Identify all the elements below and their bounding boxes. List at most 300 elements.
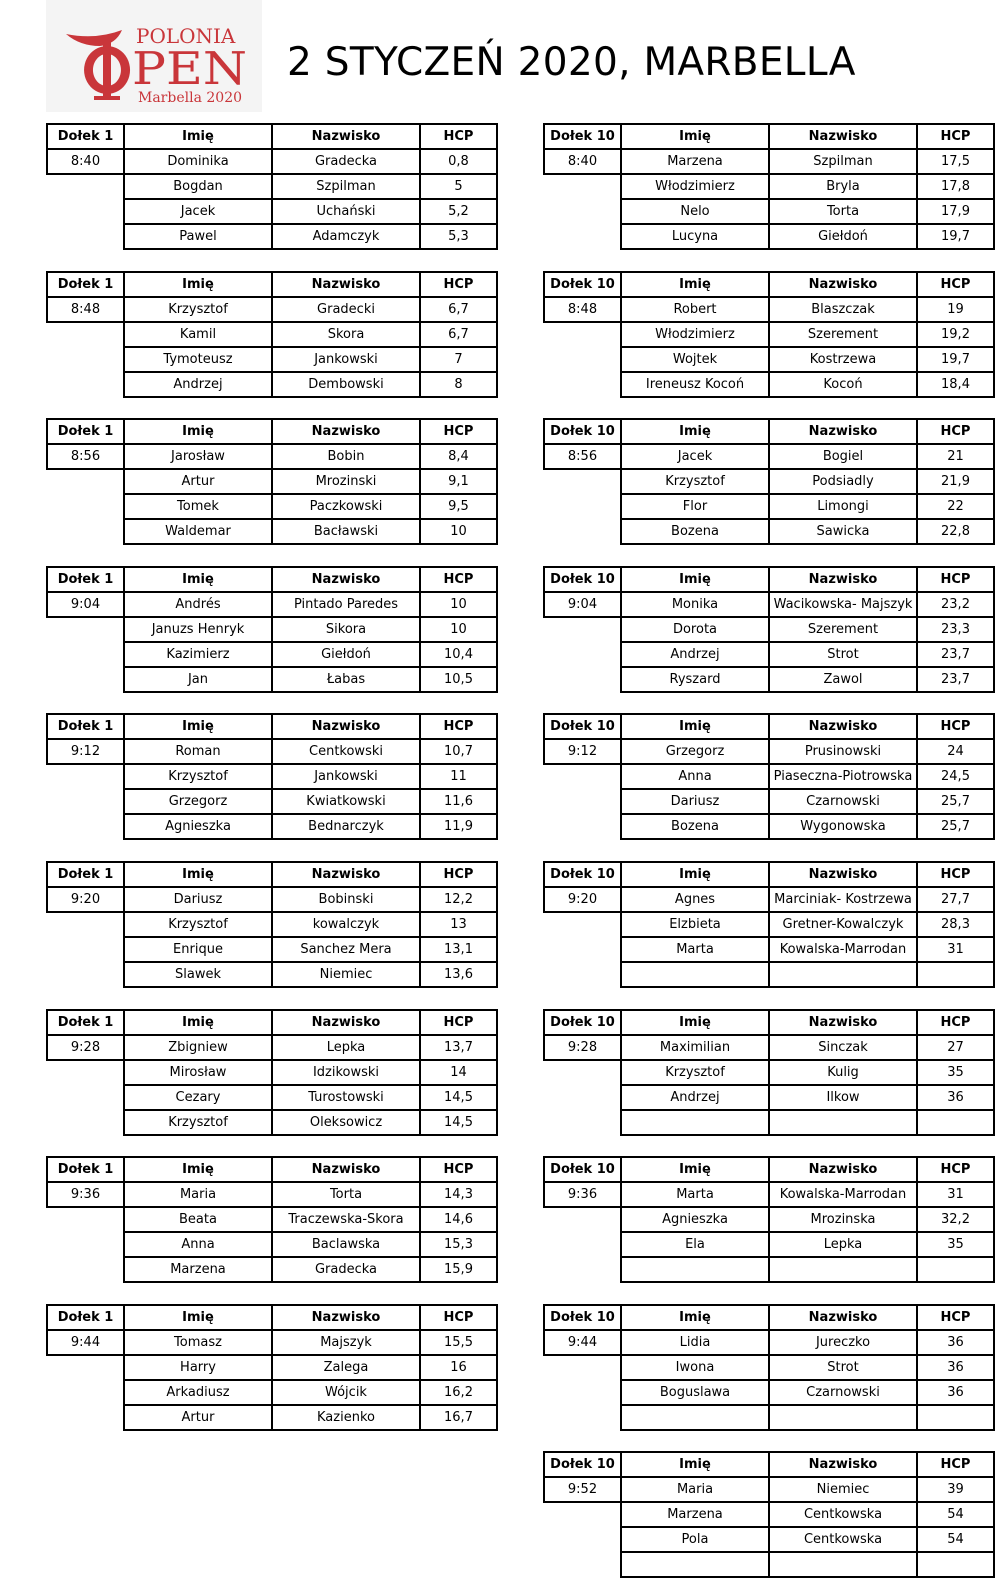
player-first-name: Grzegorz: [621, 739, 769, 764]
tee-time: 9:12: [544, 739, 621, 764]
player-first-name: Bozena: [621, 814, 769, 839]
player-last-name: Giełdoń: [769, 224, 917, 249]
table-row: [544, 1355, 994, 1380]
tee-group-table: [46, 1156, 498, 1283]
empty-cell: [47, 1380, 124, 1405]
table-header-row: [544, 124, 994, 149]
first-name-header: Imię: [124, 1010, 272, 1035]
table-header-row: [544, 1010, 994, 1035]
table-row: [544, 1405, 994, 1430]
table-header-row: [544, 567, 994, 592]
player-last-name: Zalega: [272, 1355, 420, 1380]
player-hcp: 27,7: [917, 887, 994, 912]
table-row: [47, 617, 497, 642]
player-hcp: 25,7: [917, 814, 994, 839]
table-row: [544, 617, 994, 642]
player-last-name: Kostrzewa: [769, 347, 917, 372]
first-name-header: Imię: [621, 1305, 769, 1330]
last-name-header: Nazwisko: [272, 1010, 420, 1035]
empty-cell: [544, 347, 621, 372]
player-first-name: Zbigniew: [124, 1035, 272, 1060]
tee-group-table: [46, 566, 498, 693]
player-hcp: 31: [917, 1182, 994, 1207]
player-hcp: 5,2: [420, 199, 497, 224]
player-hcp: 18,4: [917, 372, 994, 397]
table-header-row: [47, 124, 497, 149]
last-name-header: Nazwisko: [272, 567, 420, 592]
empty-cell: [47, 814, 124, 839]
first-name-header: Imię: [124, 714, 272, 739]
last-name-header: Nazwisko: [769, 124, 917, 149]
player-last-name: Bacławski: [272, 519, 420, 544]
tee-group-table: [543, 1009, 995, 1136]
table-header-row: [47, 567, 497, 592]
player-hcp: 19,2: [917, 322, 994, 347]
empty-cell: [544, 667, 621, 692]
player-last-name: Szerement: [769, 322, 917, 347]
empty-cell: [544, 199, 621, 224]
player-last-name: Bednarczyk: [272, 814, 420, 839]
player-first-name: Dominika: [124, 149, 272, 174]
player-hcp: [917, 1110, 994, 1135]
table-row: [544, 1207, 994, 1232]
table-row: [544, 667, 994, 692]
empty-cell: [544, 937, 621, 962]
player-first-name: Włodzimierz: [621, 322, 769, 347]
table-header-row: [544, 272, 994, 297]
player-hcp: 16: [420, 1355, 497, 1380]
first-name-header: Imię: [621, 1010, 769, 1035]
player-hcp: 11: [420, 764, 497, 789]
hole-header: Dołek 1: [47, 1010, 124, 1035]
player-first-name: Agnieszka: [621, 1207, 769, 1232]
player-last-name: Torta: [769, 199, 917, 224]
table-row: [47, 739, 497, 764]
table-header-row: [544, 714, 994, 739]
player-last-name: Bryla: [769, 174, 917, 199]
first-name-header: Imię: [621, 1157, 769, 1182]
empty-cell: [47, 764, 124, 789]
player-last-name: Sawicka: [769, 519, 917, 544]
hcp-header: HCP: [917, 862, 994, 887]
table-row: [47, 149, 497, 174]
last-name-header: Nazwisko: [769, 714, 917, 739]
player-hcp: 22: [917, 494, 994, 519]
empty-cell: [47, 1355, 124, 1380]
player-first-name: Krzysztof: [124, 297, 272, 322]
player-hcp: 10: [420, 519, 497, 544]
empty-cell: [544, 1110, 621, 1135]
table-row: [47, 1355, 497, 1380]
empty-cell: [47, 494, 124, 519]
table-header-row: [544, 1157, 994, 1182]
empty-cell: [47, 617, 124, 642]
player-first-name: Anna: [124, 1232, 272, 1257]
player-hcp: 14,3: [420, 1182, 497, 1207]
table-row: [47, 814, 497, 839]
hcp-header: HCP: [917, 1157, 994, 1182]
empty-cell: [47, 1405, 124, 1430]
table-row: [47, 789, 497, 814]
player-last-name: Kwiatkowski: [272, 789, 420, 814]
logo-main-text: PEN: [132, 42, 247, 95]
player-hcp: 23,3: [917, 617, 994, 642]
polonia-open-logo: [46, 0, 262, 112]
tee-time: 8:40: [47, 149, 124, 174]
tee-group-table: [46, 271, 498, 398]
player-first-name: Marzena: [124, 1257, 272, 1282]
player-hcp: 13,1: [420, 937, 497, 962]
empty-cell: [47, 322, 124, 347]
player-hcp: 15,9: [420, 1257, 497, 1282]
empty-cell: [544, 814, 621, 839]
player-last-name: Centkowska: [769, 1527, 917, 1552]
player-first-name: Andrzej: [124, 372, 272, 397]
player-last-name: Kowalska-Marrodan: [769, 937, 917, 962]
player-first-name: Boguslawa: [621, 1380, 769, 1405]
table-row: [544, 1182, 994, 1207]
table-row: [47, 322, 497, 347]
player-first-name: Slawek: [124, 962, 272, 987]
player-hcp: 23,2: [917, 592, 994, 617]
empty-cell: [47, 1232, 124, 1257]
hcp-header: HCP: [420, 1157, 497, 1182]
tee-time: 8:56: [47, 444, 124, 469]
player-hcp: 12,2: [420, 887, 497, 912]
first-name-header: Imię: [124, 124, 272, 149]
last-name-header: Nazwisko: [769, 1452, 917, 1477]
table-row: [544, 937, 994, 962]
player-hcp: 6,7: [420, 322, 497, 347]
player-first-name: Arkadiusz: [124, 1380, 272, 1405]
player-first-name: Cezary: [124, 1085, 272, 1110]
player-hcp: 35: [917, 1232, 994, 1257]
tee-time: 9:36: [544, 1182, 621, 1207]
table-row: [47, 764, 497, 789]
hcp-header: HCP: [917, 567, 994, 592]
tee-time: 9:04: [544, 592, 621, 617]
empty-cell: [47, 937, 124, 962]
player-hcp: 21: [917, 444, 994, 469]
hcp-header: HCP: [420, 714, 497, 739]
player-hcp: 11,9: [420, 814, 497, 839]
player-hcp: 16,2: [420, 1380, 497, 1405]
player-last-name: Blaszczak: [769, 297, 917, 322]
player-first-name: [621, 1405, 769, 1430]
player-first-name: [621, 962, 769, 987]
player-first-name: Nelo: [621, 199, 769, 224]
hole-header: Dołek 1: [47, 862, 124, 887]
player-last-name: Sanchez Mera: [272, 937, 420, 962]
table-row: [47, 592, 497, 617]
player-last-name: Uchański: [272, 199, 420, 224]
table-row: [47, 519, 497, 544]
player-hcp: 13,7: [420, 1035, 497, 1060]
player-last-name: Bobin: [272, 444, 420, 469]
player-last-name: Dembowski: [272, 372, 420, 397]
hcp-header: HCP: [917, 1010, 994, 1035]
tee-group-table: [543, 713, 995, 840]
player-last-name: Czarnowski: [769, 1380, 917, 1405]
table-row: [47, 912, 497, 937]
empty-cell: [544, 1085, 621, 1110]
tee-time: 9:36: [47, 1182, 124, 1207]
player-first-name: Anna: [621, 764, 769, 789]
player-first-name: Włodzimierz: [621, 174, 769, 199]
player-hcp: 13,6: [420, 962, 497, 987]
player-first-name: Dariusz: [124, 887, 272, 912]
table-row: [47, 372, 497, 397]
table-row: [47, 224, 497, 249]
player-hcp: 17,9: [917, 199, 994, 224]
player-hcp: 14: [420, 1060, 497, 1085]
player-first-name: [621, 1257, 769, 1282]
tee-group-table: [46, 713, 498, 840]
tee-group-table: [543, 861, 995, 988]
tee-time: 9:44: [544, 1330, 621, 1355]
first-name-header: Imię: [124, 1305, 272, 1330]
empty-cell: [47, 519, 124, 544]
player-last-name: Gretner-Kowalczyk: [769, 912, 917, 937]
player-hcp: 14,5: [420, 1085, 497, 1110]
table-row: [544, 1085, 994, 1110]
table-header-row: [544, 1305, 994, 1330]
table-row: [47, 1405, 497, 1430]
player-first-name: Bozena: [621, 519, 769, 544]
tee-time: 9:44: [47, 1330, 124, 1355]
player-first-name: Maximilian: [621, 1035, 769, 1060]
player-first-name: Maria: [124, 1182, 272, 1207]
table-row: [544, 519, 994, 544]
player-hcp: 6,7: [420, 297, 497, 322]
hole-header: Dołek 1: [47, 419, 124, 444]
player-last-name: Bogiel: [769, 444, 917, 469]
empty-cell: [47, 962, 124, 987]
player-hcp: 36: [917, 1330, 994, 1355]
player-last-name: Traczewska-Skora: [272, 1207, 420, 1232]
first-name-header: Imię: [621, 124, 769, 149]
hole-header: Dołek 10: [544, 419, 621, 444]
player-hcp: 8,4: [420, 444, 497, 469]
table-row: [47, 642, 497, 667]
player-last-name: Wójcik: [272, 1380, 420, 1405]
player-last-name: Giełdoń: [272, 642, 420, 667]
tee-time: 9:20: [544, 887, 621, 912]
table-header-row: [544, 1452, 994, 1477]
empty-cell: [544, 174, 621, 199]
hole-header: Dołek 10: [544, 714, 621, 739]
first-name-header: Imię: [621, 714, 769, 739]
player-first-name: Pawel: [124, 224, 272, 249]
player-first-name: Jan: [124, 667, 272, 692]
last-name-header: Nazwisko: [272, 124, 420, 149]
player-first-name: Harry: [124, 1355, 272, 1380]
hole-header: Dołek 10: [544, 1305, 621, 1330]
tee-group-table: [543, 123, 995, 250]
player-hcp: 10,5: [420, 667, 497, 692]
player-hcp: 25,7: [917, 789, 994, 814]
table-row: [47, 937, 497, 962]
player-first-name: Tomek: [124, 494, 272, 519]
player-last-name: Oleksowicz: [272, 1110, 420, 1135]
player-first-name: Ela: [621, 1232, 769, 1257]
logo-o-stem-icon: [103, 36, 111, 99]
player-first-name: Beata: [124, 1207, 272, 1232]
table-header-row: [544, 862, 994, 887]
player-last-name: Jankowski: [272, 764, 420, 789]
player-hcp: 17,8: [917, 174, 994, 199]
hole-header: Dołek 10: [544, 1157, 621, 1182]
empty-cell: [544, 224, 621, 249]
hcp-header: HCP: [917, 272, 994, 297]
empty-cell: [544, 1207, 621, 1232]
player-hcp: [917, 962, 994, 987]
player-last-name: Kowalska-Marrodan: [769, 1182, 917, 1207]
table-row: [47, 887, 497, 912]
table-row: [544, 444, 994, 469]
player-last-name: Gradecki: [272, 297, 420, 322]
hole-header: Dołek 1: [47, 272, 124, 297]
hcp-header: HCP: [420, 862, 497, 887]
empty-cell: [544, 1502, 621, 1527]
first-name-header: Imię: [124, 862, 272, 887]
player-first-name: Wojtek: [621, 347, 769, 372]
player-last-name: Ilkow: [769, 1085, 917, 1110]
empty-cell: [47, 1060, 124, 1085]
player-first-name: Jarosław: [124, 444, 272, 469]
hole-header: Dołek 1: [47, 1157, 124, 1182]
table-row: [544, 347, 994, 372]
first-name-header: Imię: [621, 272, 769, 297]
last-name-header: Nazwisko: [769, 1157, 917, 1182]
empty-cell: [544, 617, 621, 642]
table-row: [544, 469, 994, 494]
last-name-header: Nazwisko: [272, 1305, 420, 1330]
tee-group-table: [46, 1304, 498, 1431]
table-header-row: [47, 714, 497, 739]
page-title: 2 STYCZEŃ 2020, MARBELLA: [287, 40, 856, 85]
table-row: [47, 347, 497, 372]
tee-time: 9:04: [47, 592, 124, 617]
empty-cell: [544, 764, 621, 789]
last-name-header: Nazwisko: [769, 567, 917, 592]
player-last-name: [769, 1110, 917, 1135]
player-first-name: Kamil: [124, 322, 272, 347]
player-first-name: Monika: [621, 592, 769, 617]
player-hcp: 14,5: [420, 1110, 497, 1135]
player-first-name: Krzysztof: [621, 1060, 769, 1085]
hcp-header: HCP: [420, 124, 497, 149]
tee-group-table: [543, 566, 995, 693]
player-last-name: Kocoń: [769, 372, 917, 397]
player-last-name: Centkowska: [769, 1502, 917, 1527]
table-header-row: [544, 419, 994, 444]
player-hcp: [917, 1552, 994, 1577]
player-first-name: Andrés: [124, 592, 272, 617]
player-hcp: 5,3: [420, 224, 497, 249]
player-hcp: 19,7: [917, 347, 994, 372]
hole-header: Dołek 10: [544, 1010, 621, 1035]
table-row: [544, 1257, 994, 1282]
table-row: [544, 814, 994, 839]
player-last-name: Sinczak: [769, 1035, 917, 1060]
player-hcp: 54: [917, 1502, 994, 1527]
empty-cell: [47, 174, 124, 199]
player-hcp: 14,6: [420, 1207, 497, 1232]
player-first-name: Agnieszka: [124, 814, 272, 839]
player-first-name: Januzs Henryk: [124, 617, 272, 642]
hcp-header: HCP: [917, 124, 994, 149]
player-first-name: Grzegorz: [124, 789, 272, 814]
player-hcp: 28,3: [917, 912, 994, 937]
player-hcp: 17,5: [917, 149, 994, 174]
player-last-name: Podsiadly: [769, 469, 917, 494]
player-last-name: Czarnowski: [769, 789, 917, 814]
player-first-name: Dorota: [621, 617, 769, 642]
player-first-name: [621, 1552, 769, 1577]
tee-group-table: [543, 271, 995, 398]
player-last-name: [769, 1257, 917, 1282]
player-first-name: Iwona: [621, 1355, 769, 1380]
tee-group-table: [46, 861, 498, 988]
logo-swoosh-icon: [66, 30, 122, 46]
player-hcp: 35: [917, 1060, 994, 1085]
hcp-header: HCP: [420, 272, 497, 297]
player-last-name: [769, 962, 917, 987]
table-row: [47, 494, 497, 519]
player-hcp: 27: [917, 1035, 994, 1060]
player-last-name: Centkowski: [272, 739, 420, 764]
player-first-name: Krzysztof: [621, 469, 769, 494]
player-last-name: [769, 1405, 917, 1430]
empty-cell: [544, 372, 621, 397]
table-row: [544, 372, 994, 397]
hcp-header: HCP: [917, 1305, 994, 1330]
table-row: [544, 642, 994, 667]
player-hcp: 19: [917, 297, 994, 322]
hole-header: Dołek 10: [544, 272, 621, 297]
table-row: [47, 1232, 497, 1257]
first-name-header: Imię: [621, 419, 769, 444]
hole-header: Dołek 1: [47, 567, 124, 592]
tee-time: 8:48: [47, 297, 124, 322]
empty-cell: [544, 322, 621, 347]
empty-cell: [544, 1405, 621, 1430]
player-first-name: Kazimierz: [124, 642, 272, 667]
player-last-name: Piaseczna-Piotrowska: [769, 764, 917, 789]
table-row: [544, 297, 994, 322]
player-first-name: Maria: [621, 1477, 769, 1502]
player-hcp: 19,7: [917, 224, 994, 249]
first-name-header: Imię: [621, 862, 769, 887]
last-name-header: Nazwisko: [769, 419, 917, 444]
player-first-name: [621, 1110, 769, 1135]
empty-cell: [47, 1207, 124, 1232]
player-hcp: 8: [420, 372, 497, 397]
table-row: [544, 739, 994, 764]
player-hcp: [917, 1405, 994, 1430]
table-row: [544, 887, 994, 912]
empty-cell: [47, 642, 124, 667]
table-row: [544, 764, 994, 789]
table-row: [47, 297, 497, 322]
player-first-name: Bogdan: [124, 174, 272, 199]
table-header-row: [47, 272, 497, 297]
player-first-name: Andrzej: [621, 642, 769, 667]
tee-time: 8:40: [544, 149, 621, 174]
player-last-name: Mrozinska: [769, 1207, 917, 1232]
last-name-header: Nazwisko: [769, 272, 917, 297]
